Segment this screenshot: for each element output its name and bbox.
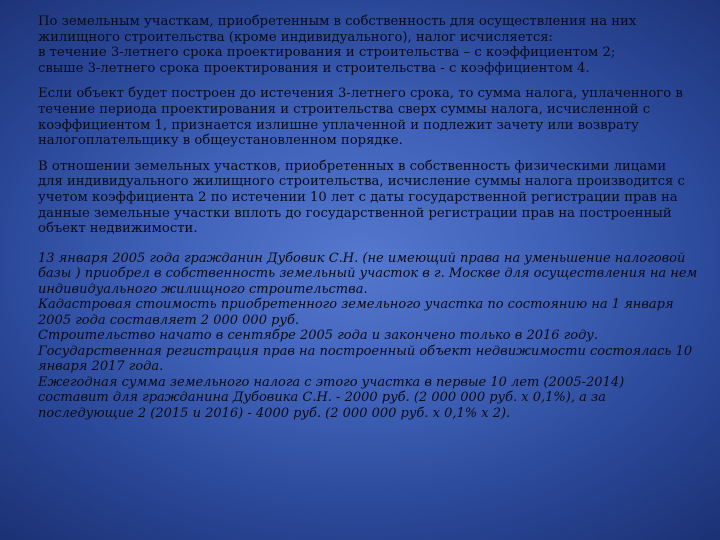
example-line: базы ) приобрел в собственность земельный участок в г. Москве для осуществления на нем xyxy=(38,266,698,282)
paragraph-line: объект недвижимости. xyxy=(38,221,198,237)
paragraph-example xyxy=(38,251,698,422)
paragraph-early-completion xyxy=(38,86,698,148)
paragraph-line: в течение 3-летнего срока проектирования и строительства – с коэффициентом 2; xyxy=(38,45,616,61)
paragraph-line: В отношении земельных участков, приобретенных в собственность физическими лицами xyxy=(38,158,667,174)
paragraph-line: учетом коэффициента 2 по истечении 10 лет с даты государственной регистрации прав на xyxy=(38,189,678,205)
paragraph-line: налогоплательщику в общеустановленном порядке. xyxy=(38,133,403,149)
paragraph-line: течение периода проектирования и строительства сверх суммы налога, исчисленной с xyxy=(38,101,651,117)
spacer xyxy=(38,237,698,251)
paragraph-line: жилищного строительства (кроме индивидуального), налог исчисляется: xyxy=(38,29,554,45)
spacer xyxy=(38,76,698,86)
paragraph-line: По земельным участкам, приобретенным в собственность для осуществления на них xyxy=(38,14,637,29)
paragraph-line: коэффициентом 1, признается излишне уплаченной и подлежит зачету или возврату xyxy=(38,117,639,133)
example-line: индивидуального жилищного строительства. xyxy=(38,281,368,297)
example-line: 2005 года составляет 2 000 000 руб. xyxy=(38,312,300,328)
paragraph-line: данные земельные участки вплоть до государственной регистрации прав на построенный xyxy=(38,205,672,221)
paragraph-line: свыше 3-летнего срока проектирования и строительства - с коэффициентом 4. xyxy=(38,60,590,76)
slide-content xyxy=(38,14,698,421)
example-line: Государственная регистрация прав на построенный объект недвижимости состоялась 10 xyxy=(38,343,693,359)
paragraph-line: Если объект будет построен до истечения 3-летнего срока, то сумма налога, уплаченного в xyxy=(38,86,683,102)
paragraph-tax-coefficients xyxy=(38,14,698,76)
paragraph-individual-housing xyxy=(38,159,698,237)
example-line: 13 января 2005 года гражданин Дубовик С.Н. (не имеющий права на уменьшение налоговой xyxy=(38,250,686,266)
paragraph-line: для индивидуального жилищного строительства, исчисление суммы налога производится с xyxy=(38,174,685,190)
example-line: составит для гражданина Дубовика С.Н. - 2000 руб. (2 000 000 руб. х 0,1%), а за xyxy=(38,390,606,406)
example-line: Ежегодная сумма земельного налога с этого участка в первые 10 лет (2005-2014) xyxy=(38,374,625,390)
example-line: Строительство начато в сентябре 2005 года и закончено только в 2016 году. xyxy=(38,328,598,344)
example-line: Кадастровая стоимость приобретенного земельного участка по состоянию на 1 января xyxy=(38,297,674,313)
example-line: января 2017 года. xyxy=(38,359,164,375)
example-line: последующие 2 (2015 и 2016) - 4000 руб. (2 000 000 руб. х 0,1% х 2). xyxy=(38,405,511,421)
spacer xyxy=(38,149,698,159)
